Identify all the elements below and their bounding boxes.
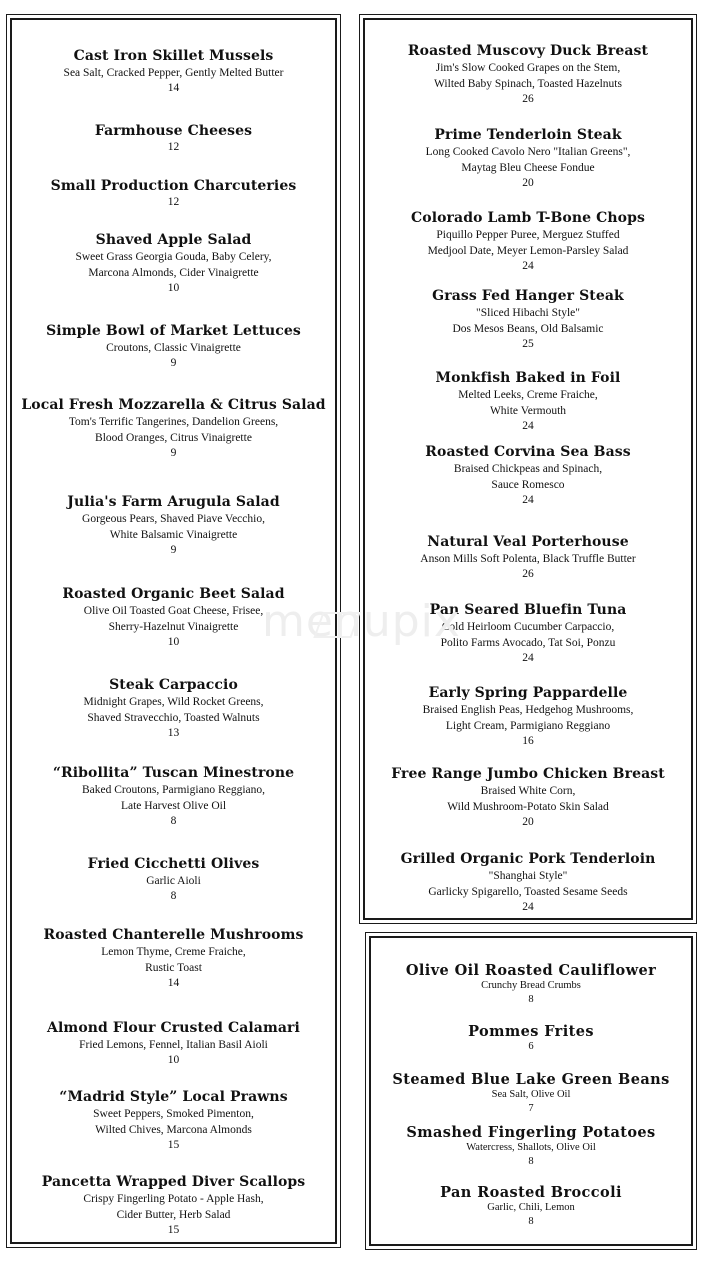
dish-price: 26: [522, 568, 534, 580]
dish-description: Polito Farms Avocado, Tat Soi, Ponzu: [440, 637, 616, 649]
dish-price: 12: [167, 196, 180, 208]
dish-name: Almond Flour Crusted Calamari: [47, 1020, 300, 1036]
dish-price: 24: [522, 260, 534, 272]
dish-name: Steak Carpaccio: [109, 677, 238, 693]
dish-name: Fried Cicchetti Olives: [87, 856, 260, 872]
menu-item: [12, 1020, 335, 1068]
dish-description: Sea Salt, Cracked Pepper, Gently Melted Butter: [63, 67, 284, 79]
dish-name: Pommes Frites: [468, 1023, 594, 1040]
dish-price: 15: [167, 1139, 180, 1151]
dish-description: "Shanghai Style": [488, 870, 568, 882]
menu-item: [365, 288, 691, 352]
dish-description: Garlic Aioli: [146, 875, 201, 887]
dish-description: Crunchy Bread Crumbs: [481, 980, 581, 991]
dish-description: Crispy Fingerling Potato - Apple Hash,: [83, 1193, 264, 1205]
dish-description: Cold Heirloom Cucumber Carpaccio,: [441, 621, 615, 633]
dish-price: 24: [522, 901, 534, 913]
menu-item: [12, 677, 335, 741]
dish-price: 8: [528, 1156, 534, 1167]
dish-description: Rustic Toast: [145, 962, 202, 974]
menu-item: [12, 765, 335, 829]
dish-name: Roasted Corvina Sea Bass: [425, 444, 631, 460]
dish-description: Blood Oranges, Citrus Vinaigrette: [95, 432, 252, 444]
dish-description: Wild Mushroom-Potato Skin Salad: [447, 801, 609, 813]
sides-panel: [369, 936, 693, 1246]
dish-price: 9: [170, 544, 177, 556]
dish-description: Braised White Corn,: [480, 785, 576, 797]
dish-name: Julia's Farm Arugula Salad: [67, 494, 280, 510]
dish-price: 20: [522, 177, 534, 189]
dish-description: White Balsamic Vinaigrette: [109, 529, 238, 541]
dish-description: Sauce Romesco: [491, 479, 565, 491]
dish-description: Medjool Date, Meyer Lemon-Parsley Salad: [427, 245, 629, 257]
dish-description: Garlic, Chili, Lemon: [487, 1202, 575, 1213]
dish-description: Melted Leeks, Creme Fraiche,: [458, 389, 598, 401]
dish-description: Garlicky Spigarello, Toasted Sesame Seeds: [428, 886, 628, 898]
menu-item: [12, 1089, 335, 1153]
dish-description: Sweet Peppers, Smoked Pimenton,: [93, 1108, 254, 1120]
dish-description: Shaved Stravecchio, Toasted Walnuts: [87, 712, 260, 724]
dish-description: Wilted Baby Spinach, Toasted Hazelnuts: [434, 78, 622, 90]
dish-price: 24: [522, 494, 534, 506]
dish-name: Steamed Blue Lake Green Beans: [392, 1071, 670, 1088]
dish-description: Sweet Grass Georgia Gouda, Baby Celery,: [75, 251, 272, 263]
dish-price: 10: [167, 282, 180, 294]
menu-item: [365, 851, 691, 915]
dish-description: Long Cooked Cavolo Nero "Italian Greens",: [425, 146, 631, 158]
dish-price: 8: [528, 1216, 534, 1227]
dish-name: Roasted Chanterelle Mushrooms: [43, 927, 304, 943]
dish-description: Croutons, Classic Vinaigrette: [106, 342, 241, 354]
dish-description: White Vermouth: [489, 405, 567, 417]
dish-name: Olive Oil Roasted Cauliflower: [405, 962, 657, 979]
menu-item: [12, 48, 335, 96]
dish-description: Light Cream, Parmigiano Reggiano: [445, 720, 611, 732]
dish-price: 24: [522, 420, 534, 432]
menu-item: [371, 1023, 691, 1053]
dish-name: Simple Bowl of Market Lettuces: [46, 323, 301, 339]
dish-description: Watercress, Shallots, Olive Oil: [466, 1142, 596, 1153]
dish-name: Early Spring Pappardelle: [428, 685, 628, 701]
dish-price: 14: [167, 977, 180, 989]
dish-description: Gorgeous Pears, Shaved Piave Vecchio,: [82, 513, 265, 525]
menu-item: [365, 127, 691, 191]
dish-name: Grass Fed Hanger Steak: [432, 288, 624, 304]
dish-description: "Sliced Hibachi Style": [476, 307, 580, 319]
dish-price: 10: [167, 636, 180, 648]
dish-name: Small Production Charcuteries: [50, 178, 297, 194]
dish-name: Cast Iron Skillet Mussels: [73, 48, 274, 64]
menu-item: [12, 856, 335, 904]
dish-description: Braised Chickpeas and Spinach,: [453, 463, 603, 475]
dish-description: Sherry-Hazelnut Vinaigrette: [108, 621, 239, 633]
menu-item: [12, 494, 335, 558]
dish-name: Farmhouse Cheeses: [94, 123, 253, 139]
entrees-panel: [363, 18, 693, 920]
dish-name: Monkfish Baked in Foil: [435, 370, 621, 386]
dish-name: Roasted Muscovy Duck Breast: [407, 43, 649, 59]
dish-name: Local Fresh Mozzarella & Citrus Salad: [21, 397, 326, 413]
dish-price: 13: [167, 727, 180, 739]
dish-description: Sea Salt, Olive Oil: [491, 1089, 571, 1100]
dish-price: 24: [522, 652, 534, 664]
dish-name: Smashed Fingerling Potatoes: [406, 1124, 656, 1141]
dish-name: Colorado Lamb T-Bone Chops: [411, 210, 645, 226]
dish-price: 10: [167, 1054, 180, 1066]
dish-description: Olive Oil Toasted Goat Cheese, Frisee,: [83, 605, 264, 617]
dish-name: Grilled Organic Pork Tenderloin: [400, 851, 656, 867]
menu-item: [12, 123, 335, 155]
dish-description: Braised English Peas, Hedgehog Mushrooms,: [422, 704, 634, 716]
dish-price: 8: [528, 994, 534, 1005]
menu-item: [12, 927, 335, 991]
menu-item: [371, 962, 691, 1006]
dish-name: Natural Veal Porterhouse: [427, 534, 629, 550]
menu-item: [12, 323, 335, 371]
dish-description: Anson Mills Soft Polenta, Black Truffle Butter: [420, 553, 636, 565]
dish-name: “Ribollita” Tuscan Minestrone: [52, 765, 295, 781]
dish-description: Fried Lemons, Fennel, Italian Basil Aioli: [79, 1039, 268, 1051]
dish-name: Prime Tenderloin Steak: [434, 127, 622, 143]
menu-item: [371, 1071, 691, 1115]
dish-price: 9: [170, 357, 177, 369]
dish-price: 25: [522, 338, 534, 350]
menu-item: [12, 178, 335, 210]
dish-description: Baked Croutons, Parmigiano Reggiano,: [81, 784, 266, 796]
dish-price: 6: [528, 1041, 534, 1052]
menu-item: [365, 602, 691, 666]
dish-name: Pancetta Wrapped Diver Scallops: [41, 1174, 306, 1190]
watermark: menupix: [262, 596, 461, 647]
dish-price: 7: [528, 1103, 534, 1114]
dish-price: 20: [522, 816, 534, 828]
menu-item: [365, 685, 691, 749]
dish-price: 12: [167, 141, 180, 153]
dish-price: 15: [167, 1224, 180, 1236]
menu-item: [12, 586, 335, 650]
left-menu-panel: [10, 18, 337, 1244]
dish-description: Wilted Chives, Marcona Almonds: [95, 1124, 252, 1136]
dish-description: Dos Mesos Beans, Old Balsamic: [452, 323, 604, 335]
menu-item: [365, 444, 691, 508]
dish-description: Tom's Terrific Tangerines, Dandelion Greens,: [68, 416, 279, 428]
dish-description: Late Harvest Olive Oil: [120, 800, 227, 812]
dish-price: 8: [170, 890, 177, 902]
dish-description: Lemon Thyme, Creme Fraiche,: [101, 946, 246, 958]
dish-price: 26: [522, 93, 534, 105]
dish-name: Pan Roasted Broccoli: [440, 1184, 622, 1201]
dish-description: Midnight Grapes, Wild Rocket Greens,: [83, 696, 264, 708]
dish-name: Roasted Organic Beet Salad: [62, 586, 285, 602]
dish-price: 9: [170, 447, 177, 459]
dish-name: Shaved Apple Salad: [95, 232, 252, 248]
menu-item: [12, 397, 335, 461]
menu-item: [365, 210, 691, 274]
menu-item: [12, 232, 335, 296]
menu-item: [365, 534, 691, 582]
menu-item: [12, 1174, 335, 1238]
dish-price: 14: [167, 82, 180, 94]
menu-item: [371, 1124, 691, 1168]
dish-name: “Madrid Style” Local Prawns: [59, 1089, 288, 1105]
dish-name: Pan Seared Bluefin Tuna: [429, 602, 627, 618]
dish-name: Free Range Jumbo Chicken Breast: [391, 766, 665, 782]
dish-description: Piquillo Pepper Puree, Merguez Stuffed: [436, 229, 620, 241]
dish-description: Jim's Slow Cooked Grapes on the Stem,: [435, 62, 621, 74]
dish-description: Marcona Almonds, Cider Vinaigrette: [88, 267, 259, 279]
menu-item: [365, 370, 691, 434]
dish-description: Maytag Bleu Cheese Fondue: [461, 162, 595, 174]
menu-item: [365, 43, 691, 107]
menu-item: [365, 766, 691, 830]
menu-item: [371, 1184, 691, 1228]
dish-price: 8: [170, 815, 177, 827]
dish-description: Cider Butter, Herb Salad: [116, 1209, 231, 1221]
dish-price: 16: [522, 735, 534, 747]
